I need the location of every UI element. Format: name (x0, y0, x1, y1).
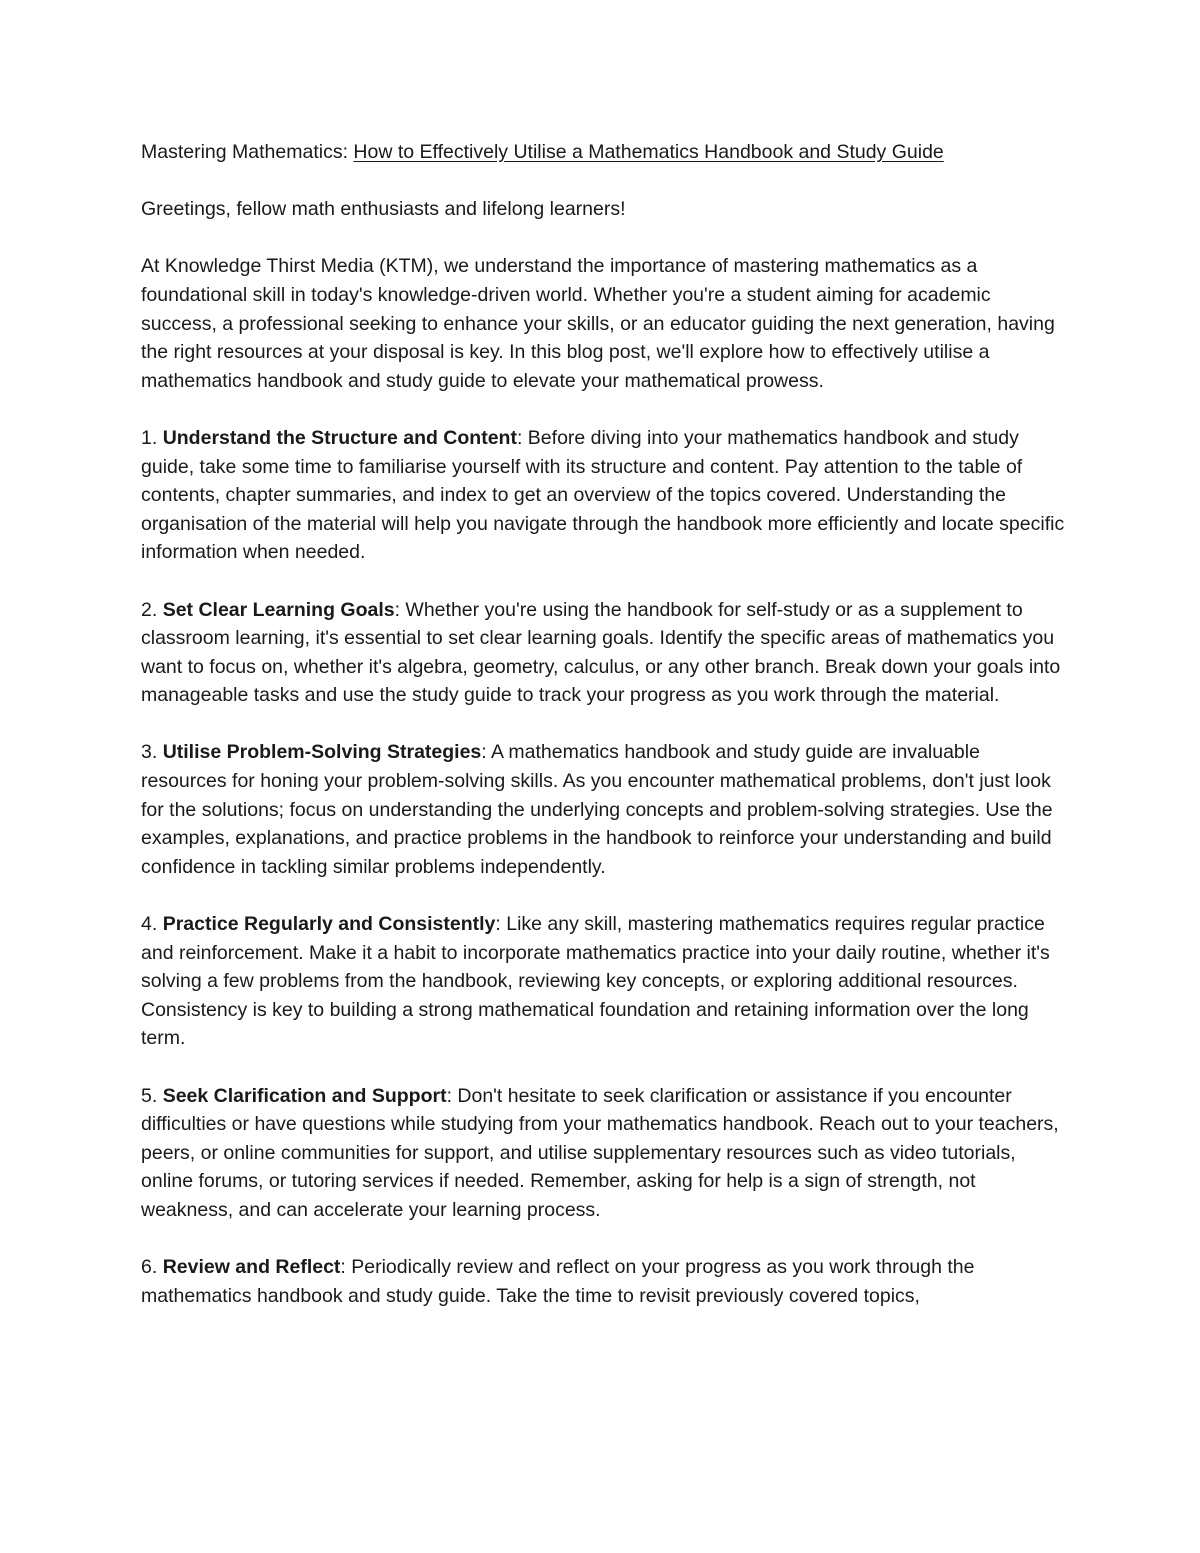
document-title (141, 138, 1066, 167)
section-number: 5. (141, 1084, 163, 1107)
section-5 (141, 1082, 1066, 1225)
section-heading: Utilise Problem-Solving Strategies (162, 741, 482, 764)
section-body: : Before diving into your mathematics handbook and study guide, take some time to familiarise yourself with its structure and content. Pay attention to the table of contents, chapter summaries, and index to get an overview of the topics covered. Understanding the organisation of the material will help you navigate through the handbook more efficiently and locate specific information when needed. (141, 426, 1065, 564)
section-body: : Like any skill, mastering mathematics requires regular practice and reinforcement. Make it a habit to incorporate mathematics practice into your daily routine, whether it's solving a few problems from the handbook, reviewing key concepts, or exploring additional resources. Consistency is key to building a strong mathematical foundation and retaining information over the long term. (141, 913, 1050, 1050)
section-heading: Review and Reflect (162, 1256, 341, 1279)
document-page (141, 138, 1066, 1339)
section-number: 6. (141, 1256, 163, 1279)
section-heading: Understand the Structure and Content (162, 426, 517, 449)
section-body: : A mathematics handbook and study guide are invaluable resources for honing your problem-solving skills. As you encounter mathematical problems, don't just look for the solutions; focus on understanding the underlying concepts and problem-solving strategies. Use the examples, explanations, and practice problems in the handbook to reinforce your understanding and build confidence in tackling similar problems independently. (141, 741, 1053, 878)
section-number: 2. (141, 598, 163, 621)
section-4 (141, 910, 1066, 1053)
section-body: : Whether you're using the handbook for self-study or as a supplement to classroom learning, it's essential to set clear learning goals. Identify the specific areas of mathematics you want to focus on, whether it's algebra, geometry, calculus, or any other branch. Break down your goals into manageable tasks and use the study guide to track your progress as you work through the material. (141, 598, 1061, 707)
section-number: 4. (141, 913, 163, 936)
title-link[interactable]: How to Effectively Utilise a Mathematics Handbook and Study Guide (353, 141, 944, 163)
section-2 (141, 596, 1066, 710)
section-heading: Practice Regularly and Consistently (162, 913, 496, 936)
section-heading: Set Clear Learning Goals (162, 598, 395, 621)
section-number: 3. (141, 741, 163, 764)
section-3 (141, 738, 1066, 881)
title-prefix: Mastering Mathematics: (141, 141, 354, 163)
greeting-paragraph: Greetings, fellow math enthusiasts and lifelong learners! (141, 198, 626, 221)
section-number: 1. (141, 426, 163, 449)
section-1 (141, 424, 1066, 567)
intro-paragraph: At Knowledge Thirst Media (KTM), we understand the importance of mastering mathematics as a foundational skill in today's knowledge-driven world. Whether you're a student aiming for academic success, a professional seeking to enhance your skills, or an educator guiding the next generation, having the right resources at your disposal is key. In this blog post, we'll explore how to effectively utilise a mathematics handbook and study guide to elevate your mathematical prowess. (141, 255, 1055, 392)
section-6 (141, 1253, 1066, 1310)
section-body: : Periodically review and reflect on your progress as you work through the mathematics handbook and study guide. Take the time to revisit previously covered topics, (141, 1256, 975, 1307)
section-body: : Don't hesitate to seek clarification or assistance if you encounter difficulties or have questions while studying from your mathematics handbook. Reach out to your teachers, peers, or online communities for support, and utilise supplementary resources such as video tutorials, online forums, or tutoring services if needed. Remember, asking for help is a sign of strength, not weakness, and can accelerate your learning process. (141, 1084, 1059, 1221)
section-heading: Seek Clarification and Support (162, 1084, 447, 1107)
